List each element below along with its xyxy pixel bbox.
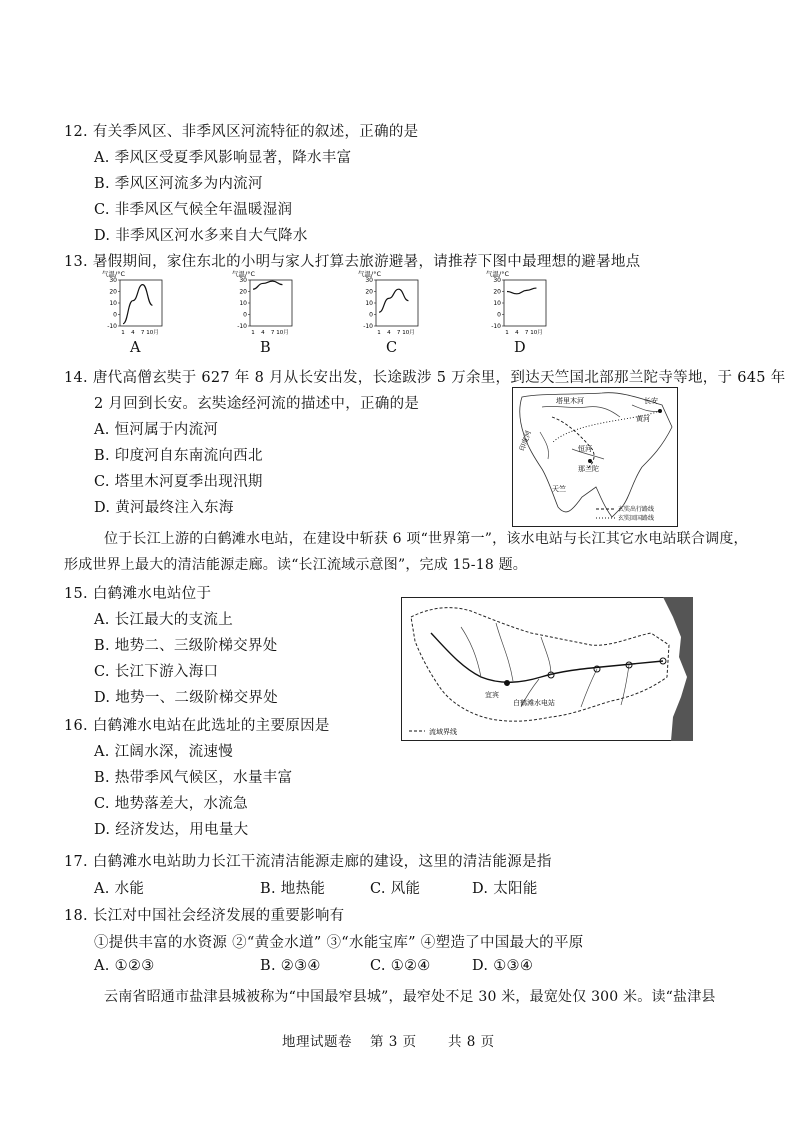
- q16-option-a: A. 江阔水深，流速慢: [94, 744, 233, 760]
- climate-chart-label-A: A: [130, 340, 141, 356]
- footer-page: 第 3 页: [370, 1034, 417, 1050]
- q12-option-a: A. 季风区受夏季风影响显著，降水丰富: [94, 150, 352, 166]
- q12-option-b: B. 季风区河流多为内流河: [94, 176, 263, 192]
- chart-y-tick-label: 30: [239, 277, 247, 284]
- chart-y-tick-label: -10: [237, 323, 247, 330]
- chart-y-tick-label: 0: [497, 311, 501, 319]
- q15-option-d: D. 地势一、二级阶梯交界处: [94, 690, 279, 706]
- chart-y-label: 气温/°C: [102, 270, 125, 278]
- q18-option-b: B. ②③④: [260, 958, 321, 974]
- chart-frame: [376, 280, 418, 326]
- q17-option-d: D. 太阳能: [472, 881, 538, 897]
- chart-y-label: 气温/°C: [232, 270, 255, 278]
- q14-option-b: B. 印度河自东南流向西北: [94, 448, 263, 464]
- chart-y-tick-label: 10: [365, 300, 373, 307]
- chart-x-tick-label: 4: [261, 330, 265, 336]
- q14-stem-line1: 14. 唐代高僧玄奘于 627 年 8 月从长安出发，长途跋涉 5 万余里，到达天竺国北部那兰陀寺等地，于 645 年: [64, 370, 786, 386]
- chart-y-tick-label: 0: [113, 311, 117, 319]
- q15-stem: 15. 白鹤滩水电站位于: [64, 586, 212, 602]
- chart-y-tick-label: 20: [493, 288, 501, 296]
- q15-option-b: B. 地势二、三级阶梯交界处: [94, 638, 278, 654]
- chart-x-tick-label: 10月: [146, 330, 159, 336]
- map1-tianzhu-label: 天竺: [552, 485, 566, 493]
- map1-nalanda-label: 那兰陀: [578, 465, 599, 473]
- chart-x-tick-label: 1: [377, 330, 381, 336]
- q17-option-a: A. 水能: [94, 881, 145, 897]
- chart-x-tick-label: 10月: [402, 330, 415, 336]
- map2-yibin-label: 宜宾: [485, 691, 499, 699]
- climate-chart-label-B: B: [260, 340, 271, 356]
- temperature-line: [379, 289, 408, 312]
- chart-x-tick-label: 1: [505, 330, 509, 336]
- chart-x-tick-label: 4: [515, 330, 519, 336]
- chart-x-tick-label: 1: [121, 330, 125, 336]
- q17-option-c: C. 风能: [370, 881, 421, 897]
- climate-chart-C: [356, 268, 426, 344]
- chart-y-tick-label: 20: [239, 288, 247, 296]
- climate-chart-D: [484, 268, 554, 344]
- q18-items: ①提供丰富的水资源 ②“黄金水道” ③“水能宝库” ④塑造了中国最大的平原: [94, 935, 584, 951]
- chart-x-tick-label: 10月: [530, 330, 543, 336]
- yangtze-basin-map: [401, 597, 693, 741]
- climate-chart-B: [230, 268, 300, 344]
- chart-x-tick-label: 7: [524, 330, 529, 336]
- chart-y-tick-label: 20: [365, 288, 373, 296]
- q12-stem: 12. 有关季风区、非季风区河流特征的叙述，正确的是: [64, 124, 419, 140]
- q17-option-b: B. 地热能: [260, 881, 326, 897]
- chart-x-tick-label: 7: [396, 330, 401, 336]
- q16-option-c: C. 地势落差大，水流急: [94, 796, 248, 812]
- q16-option-b: B. 热带季风气候区，水量丰富: [94, 770, 293, 786]
- climate-chart-label-C: C: [386, 340, 398, 356]
- q13-stem: 13. 暑假期间，家住东北的小明与家人打算去旅游避暑，请推荐下图中最理想的避暑地点: [64, 254, 641, 270]
- q16-option-d: D. 经济发达，用电量大: [94, 822, 249, 838]
- map1-huanghe-label: 黄河: [636, 415, 650, 423]
- q18-option-a: A. ①②③: [94, 958, 155, 974]
- chart-x-tick-label: 4: [131, 330, 135, 336]
- q15-option-a: A. 长江最大的支流上: [94, 612, 233, 628]
- chart-y-tick-label: -10: [363, 323, 373, 330]
- chart-y-tick-label: 0: [243, 311, 247, 319]
- q14-option-d: D. 黄河最终注入东海: [94, 500, 234, 516]
- chart-y-tick-label: 10: [493, 300, 501, 307]
- chart-x-tick-label: 1: [251, 330, 255, 336]
- chart-frame: [250, 280, 292, 326]
- chart-frame: [504, 280, 546, 326]
- chart-x-tick-label: 10月: [276, 330, 289, 336]
- temperature-line: [123, 285, 152, 324]
- q17-stem: 17. 白鹤滩水电站助力长江干流清洁能源走廊的建设，这里的清洁能源是指: [64, 854, 552, 870]
- map1-legend-outbound: 玄奘出行路线: [618, 506, 655, 513]
- passage-2: 云南省昭通市盐津县城被称为“中国最窄县城”，最窄处不足 30 米，最宽处仅 300 米。读“盐津县: [104, 989, 716, 1005]
- passage-1-line2: 形成世界上最大的清洁能源走廊。读“长江流域示意图”，完成 15-18 题。: [64, 557, 527, 573]
- chart-y-label: 气温/°C: [358, 270, 381, 278]
- map1-changan-label: 长安: [644, 397, 658, 405]
- chart-x-tick-label: 7: [270, 330, 275, 336]
- q14-option-c: C. 塔里木河夏季出现汛期: [94, 474, 263, 490]
- temperature-line: [507, 288, 536, 294]
- chart-y-tick-label: -10: [107, 323, 117, 330]
- passage-1-line1: 位于长江上游的白鹤滩水电站，在建设中斩获 6 项“世界第一”，该水电站与长江其它水电站联合调度，: [104, 531, 748, 547]
- chart-y-tick-label: 30: [493, 277, 501, 284]
- chart-y-tick-label: 30: [365, 277, 373, 284]
- q15-option-c: C. 长江下游入海口: [94, 664, 219, 680]
- footer-total: 共 8 页: [448, 1034, 495, 1050]
- q14-stem-line2: 2 月回到长安。玄奘途经河流的描述中，正确的是: [94, 396, 420, 412]
- chart-y-tick-label: 0: [369, 311, 373, 319]
- climate-chart-label-D: D: [514, 340, 526, 356]
- chart-y-label: 气温/°C: [486, 270, 509, 278]
- map1-indus-label: 印度河: [518, 429, 533, 453]
- temperature-line: [253, 281, 282, 289]
- map1-tarim-label: 塔里木河: [556, 397, 584, 405]
- map1-legend-return: 玄奘回国路线: [618, 515, 655, 522]
- q18-option-c: C. ①②④: [370, 958, 431, 974]
- map2-legend: 流域界线: [429, 728, 457, 736]
- chart-y-tick-label: 30: [109, 277, 117, 284]
- q18-option-d: D. ①③④: [472, 958, 534, 974]
- chart-y-tick-label: 10: [239, 300, 247, 307]
- map1-ganges-label: 恒河: [578, 445, 592, 453]
- chart-y-tick-label: 10: [109, 300, 117, 307]
- xuanzang-route-map: [512, 387, 678, 527]
- climate-chart-A: [100, 268, 170, 344]
- chart-x-tick-label: 4: [387, 330, 391, 336]
- map2-station-label: 白鹤滩水电站: [513, 699, 555, 707]
- q18-stem: 18. 长江对中国社会经济发展的重要影响有: [64, 908, 345, 924]
- chart-x-tick-label: 7: [140, 330, 145, 336]
- q16-stem: 16. 白鹤滩水电站在此选址的主要原因是: [64, 718, 330, 734]
- chart-y-tick-label: 20: [109, 288, 117, 296]
- q12-option-c: C. 非季风区气候全年温暖湿润: [94, 202, 293, 218]
- q12-option-d: D. 非季风区河水多来自大气降水: [94, 228, 308, 244]
- footer-title: 地理试题卷: [282, 1034, 352, 1050]
- q14-option-a: A. 恒河属于内流河: [94, 422, 219, 438]
- chart-y-tick-label: -10: [491, 323, 501, 330]
